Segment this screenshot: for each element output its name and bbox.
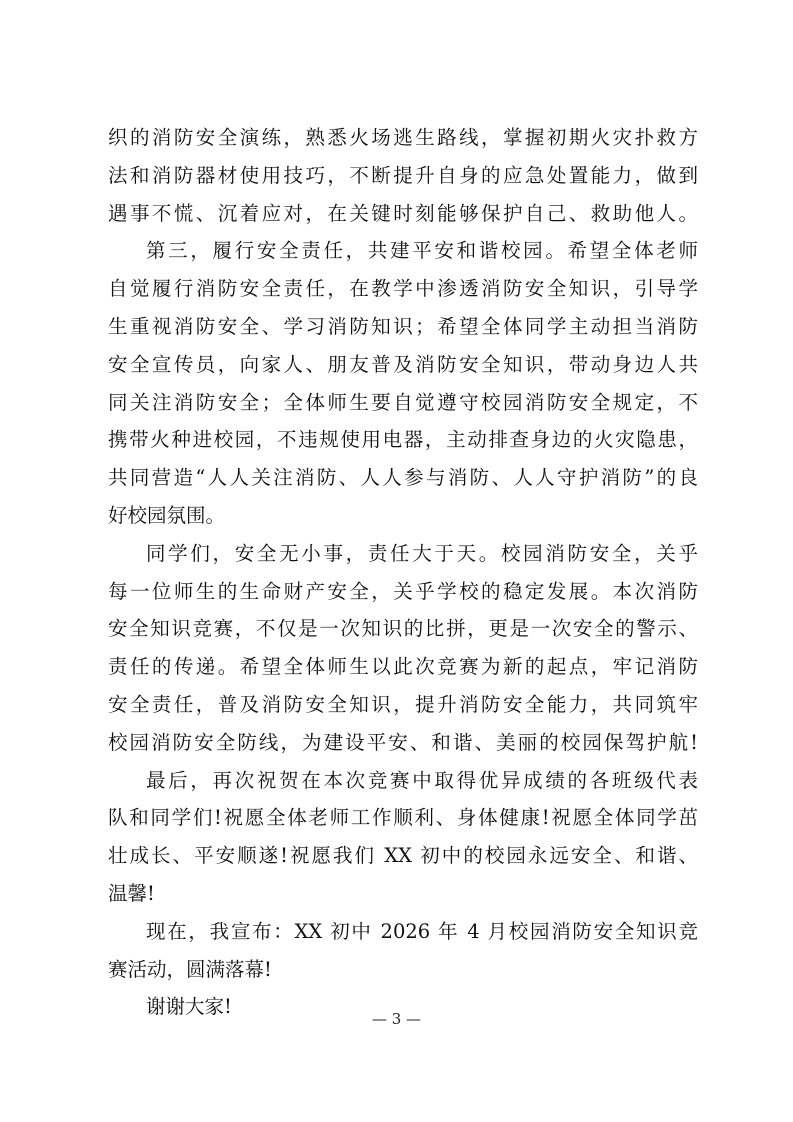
- text-line: 安全宣传员，向家人、朋友普及消防安全知识，带动身边人共: [108, 352, 698, 376]
- paragraph-end-line: 好校园氛围。: [108, 503, 226, 527]
- closing-line: 谢谢大家!: [146, 995, 232, 1019]
- paragraph-end-line: 温馨!: [108, 881, 155, 905]
- text-line: 共同营造“人人关注消防、人人参与消防、人人守护消防”的良: [108, 466, 698, 490]
- text-line: 队和同学们!祝愿全体老师工作顺利、身体健康!祝愿全体同学茁: [108, 806, 698, 830]
- text-line: 遇事不慌、沉着应对，在关键时刻能够保护自己、救助他人。: [108, 201, 698, 225]
- text-line: 生重视消防安全、学习消防知识；希望全体同学主动担当消防: [108, 314, 698, 338]
- text-line: 责任的传递。希望全体师生以此次竞赛为新的起点，牢记消防: [108, 655, 698, 679]
- page-number: — 3 —: [371, 1010, 422, 1028]
- text-line: 安全责任，普及消防安全知识，提升消防安全能力，共同筑牢: [108, 692, 698, 716]
- text-line: 每一位师生的生命财产安全，关乎学校的稳定发展。本次消防: [108, 579, 698, 603]
- text-line: 安全知识竞赛，不仅是一次知识的比拼，更是一次安全的警示、: [108, 617, 698, 641]
- paragraph-start-line: 第三，履行安全责任，共建平安和谐校园。希望全体老师: [146, 239, 698, 263]
- paragraph-start-line: 同学们，安全无小事，责任大于天。校园消防安全，关乎: [146, 541, 698, 565]
- text-line: 织的消防安全演练，熟悉火场逃生路线，掌握初期火灾扑救方: [108, 126, 698, 149]
- paragraph-start-line: 现在，我宣布：XX 初中 2026 年 4 月校园消防安全知识竞: [146, 919, 698, 943]
- paragraph-end-line: 赛活动，圆满落幕!: [108, 957, 272, 981]
- document-body: [108, 119, 698, 1026]
- paragraph-start-line: 最后，再次祝贺在本次竞赛中取得优异成绩的各班级代表: [146, 768, 698, 792]
- text-line: 法和消防器材使用技巧，不断提升自身的应急处置能力，做到: [108, 163, 698, 187]
- text-line: 壮成长、平安顺遂!祝愿我们 XX 初中的校园永远安全、和谐、: [108, 844, 698, 868]
- text-line: 校园消防安全防线，为建设平安、和谐、美丽的校园保驾护航!: [108, 730, 698, 754]
- text-line: 自觉履行消防安全责任，在教学中渗透消防安全知识，引导学: [108, 277, 698, 301]
- text-line: 携带火种进校园，不违规使用电器，主动排查身边的火灾隐患，: [108, 428, 698, 452]
- text-line: 同关注消防安全；全体师生要自觉遵守校园消防安全规定，不: [108, 390, 698, 414]
